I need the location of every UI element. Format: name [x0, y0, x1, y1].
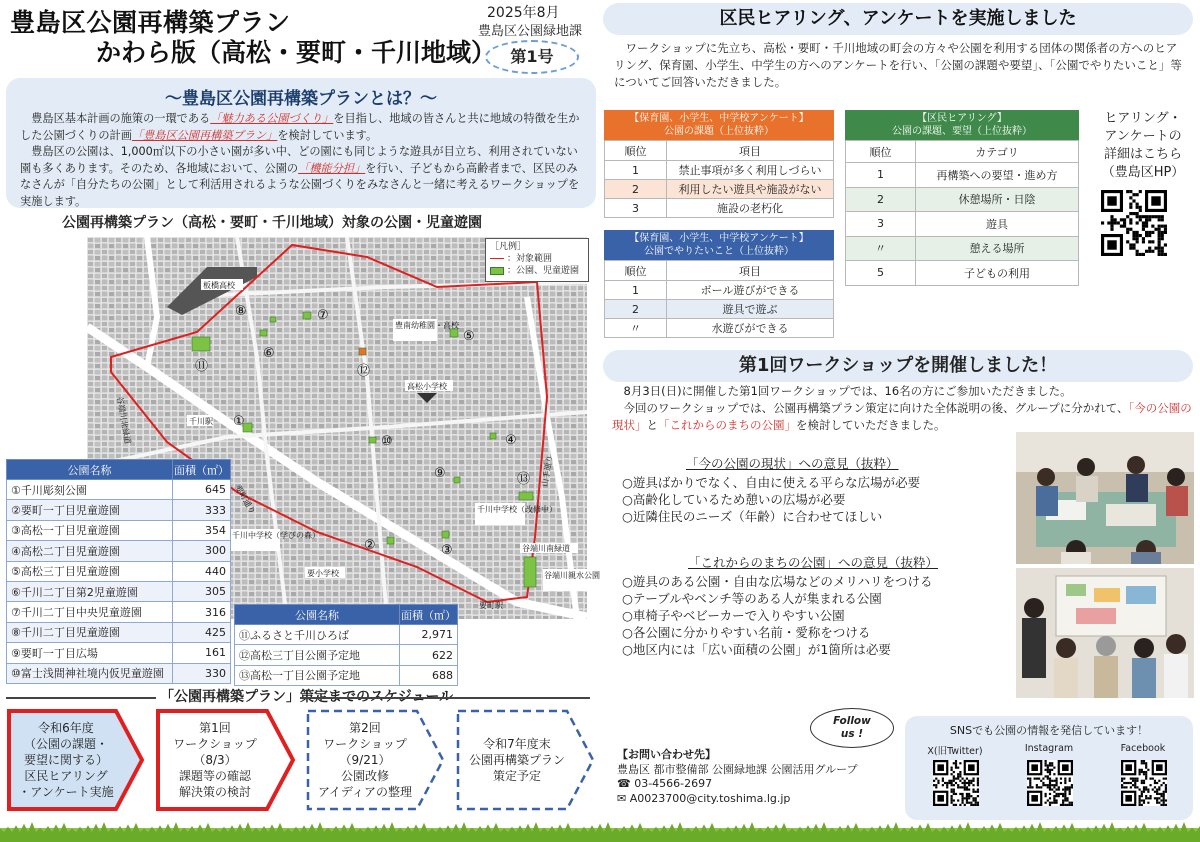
park-row	[7, 541, 231, 561]
park-13	[519, 492, 533, 500]
opinion-future-title: 「これからのまちの公園」への意見（抜粋）	[688, 555, 939, 570]
about-p2a: 豊島区の公園は、1,000㎡以下の小さい園が多い中、どの園にも同じような遊具が目立ち、利用されていない園も多くあります。そのため、各地域において、公園の	[20, 145, 578, 175]
ranking-rank: 1	[605, 161, 667, 180]
ranking-row	[605, 199, 834, 218]
step3-line1: 第2回	[349, 721, 381, 735]
park-number-5: ⑤	[463, 329, 475, 344]
park-6	[260, 330, 267, 336]
ranking-row	[846, 187, 1079, 212]
park-number-6: ⑥	[263, 346, 275, 361]
opinion-item: ○地区内には「広い面積の公園」が1箇所は必要	[622, 642, 891, 657]
park-3	[442, 531, 449, 538]
step2-line5: 解決策の検討	[178, 785, 251, 799]
park-area: 622	[400, 645, 458, 665]
park-8	[270, 317, 276, 322]
about-section	[6, 78, 596, 208]
label-itabashi: 板橋高校	[203, 281, 235, 290]
label-senkawa-jhs2: 千川中学校（学びの森）	[232, 531, 320, 540]
sns-instagram-label: Instagram	[1024, 743, 1074, 754]
schedule-step-2	[155, 708, 297, 812]
facebook-qr-code[interactable]	[1121, 760, 1167, 806]
park-number-10: ⑩	[381, 434, 393, 449]
step2-line4: 課題等の確認	[178, 769, 251, 783]
ranking-row	[605, 300, 834, 319]
opinion-item: ○車椅子やベビーカーで入りやすい公園	[622, 608, 845, 623]
t3-col-rank: 順位	[846, 141, 916, 163]
sns-section	[905, 716, 1193, 820]
t1-col-rank: 順位	[605, 141, 667, 161]
t2-col-rank: 順位	[605, 261, 667, 281]
ranking-item: 休憩場所・日陰	[916, 187, 1079, 212]
park-area: 440	[173, 561, 231, 581]
park-row	[7, 520, 231, 540]
ranking-item: 再構築への要望・進め方	[916, 163, 1079, 188]
about-p2b: を行い、子どもから高齢者まで、区民のみなさんが「自分たちの公園」として利活用されるような公園づくりをみなさんと一緒に考えるワークショップを実施します。	[20, 161, 580, 208]
schedule-step-3	[305, 708, 447, 812]
opinion-future-list	[622, 573, 933, 658]
step3-line2: ワークショップ	[323, 737, 407, 751]
park-11	[192, 337, 210, 351]
workshop-photo-2	[1016, 568, 1194, 698]
opinion-item: ○遊具ばかりでなく、自由に使える平らな広場が必要	[622, 475, 921, 490]
schedule-step-4	[455, 708, 597, 812]
map-legend	[485, 238, 589, 282]
t2-col-item: 項目	[667, 261, 834, 281]
about-highlight-1: 「魅力ある公園づくり」	[210, 112, 334, 125]
instagram-qr-code[interactable]	[1027, 760, 1073, 806]
step1-line5: ・アンケート実施	[18, 785, 114, 799]
contact-block	[617, 748, 858, 806]
label-senkawa-station: 千川駅	[189, 417, 213, 426]
schedule-rule-left	[6, 697, 156, 699]
ranking-item: 遊具	[916, 212, 1079, 237]
park-name: ⑫高松三丁目公園予定地	[235, 645, 400, 665]
ranking-item: 憩える場所	[916, 236, 1079, 261]
contact-org: 豊島区 都市整備部 公園緑地課 公園活用グループ	[617, 762, 858, 776]
label-takamatsu-es: 高松小学校	[407, 382, 447, 391]
park-row	[235, 645, 458, 665]
park-12	[359, 348, 366, 355]
park2-col-name: 公園名称	[235, 605, 400, 625]
park-row	[7, 581, 231, 601]
label-yamate-dori: 山手通り	[540, 454, 555, 488]
park-7	[303, 312, 311, 319]
park-name: ⑬高松一丁目公園予定地	[235, 665, 400, 685]
park-area: 161	[173, 643, 231, 663]
ranking-row	[846, 236, 1079, 261]
sns-facebook-label: Facebook	[1120, 743, 1166, 754]
step2-line2: ワークショップ	[173, 737, 257, 751]
about-p1a: 豊島区基本計画の施策の一環である	[31, 112, 211, 125]
ranking-row	[846, 261, 1079, 286]
ranking-rank: 1	[605, 281, 667, 300]
ranking-item: 水遊びができる	[667, 319, 834, 338]
legend-park: ：公園、児童遊園	[490, 265, 584, 277]
workshop-p2b: と	[646, 418, 658, 432]
about-title: ～豊島区公園再構築プランとは？～	[165, 89, 437, 109]
park-name: ⑨要町一丁目広場	[7, 643, 173, 663]
park-table-2	[234, 604, 458, 686]
park-row	[7, 622, 231, 642]
workshop-hl2: 「これからのまちの公園」	[658, 418, 796, 432]
ranking-item: 禁止事項が多く利用しづらい	[667, 161, 834, 180]
about-p1b: を目指し、地域の皆さんと共に地域の特徴を生かした公園づくりの計画	[20, 112, 580, 142]
workshop-title: 第1回ワークショップを開催しました！	[603, 350, 1193, 382]
step1-line1: 令和6年度	[38, 721, 94, 735]
step3-line5: アイディアの整理	[318, 785, 412, 799]
hp-qr-code[interactable]	[1101, 190, 1167, 256]
label-kanamecho-dori: 要町通り	[233, 483, 258, 516]
park-name: ⑦千川二丁目中央児童遊園	[7, 602, 173, 622]
opinion-item: ○テーブルやベンチ等のある人が集まれる公園	[622, 591, 882, 606]
t1-col-item: 項目	[667, 141, 834, 161]
step3-line3: （9/21）	[339, 753, 391, 767]
workshop-p2a: 今回のワークショップでは、公園再構築プラン策定に向けた全体説明の後、グループに分かれて、	[623, 401, 1129, 415]
park-2	[387, 537, 394, 544]
contact-phone[interactable]: ☎ 03-4566-2697	[617, 777, 713, 790]
park-name: ⑤高松三丁目児童遊園	[7, 561, 173, 581]
park-name: ②要町一丁目児童遊園	[7, 500, 173, 520]
park-area: 300	[173, 541, 231, 561]
park-name: ③高松一丁目児童遊園	[7, 520, 173, 540]
workshop-p2c: を検討していただきました。	[796, 418, 946, 432]
ranking-row	[605, 161, 834, 180]
label-kanamecho-station: 要町駅	[479, 601, 503, 610]
park-name: ⑧千川二丁目児童遊園	[7, 622, 173, 642]
legend-title: ［凡例］	[490, 242, 527, 252]
step3-line4: 公園改修	[340, 769, 389, 783]
opinion-item: ○各公園に分かりやすい名前・愛称をつける	[622, 625, 871, 640]
park-name: ①千川彫刻公園	[7, 480, 173, 500]
step1-line4: 区民ヒアリング	[24, 769, 108, 783]
workshop-p1: 8月3日(日)に開催した第1回ワークショップでは、16名の方にご参加いただきました。	[623, 384, 1072, 398]
hearing-text: ワークショップに先立ち、高松・要町・千川地域の町会の方々や公園を利用する団体の関係者の方へのヒアリング、保育園、小学生、中学生の方へのアンケートを行い、「公園の課題や要望」、「公園でやりたいこと」等についてご回答いただきました。	[614, 41, 1182, 89]
about-text	[20, 111, 586, 210]
park-row	[7, 500, 231, 520]
x-qr-code[interactable]	[933, 760, 979, 806]
hearing-issues-table	[845, 110, 1079, 286]
park-number-8: ⑧	[235, 304, 247, 319]
ranking-rank: 2	[846, 187, 916, 212]
schedule-title: 「公園再構築プラン」策定までのスケジュール	[160, 689, 454, 705]
contact-title: 【お問い合わせ先】	[617, 748, 716, 761]
park-area: 354	[173, 520, 231, 540]
survey-wants-caption: 【保育園、小学生、中学校アンケート】 公園でやりたいこと（上位抜粋）	[604, 230, 834, 260]
park-yabata	[524, 557, 536, 587]
survey-issues-caption: 【保育園、小学生、中学校アンケート】 公園の課題（上位抜粋）	[604, 110, 834, 140]
t3-col-item: カテゴリ	[916, 141, 1079, 163]
ranking-row	[605, 319, 834, 338]
label-yabata-park: 谷端川親水公園	[544, 571, 600, 580]
grass-decoration	[0, 818, 1200, 842]
schedule-rule-right	[300, 697, 590, 699]
ranking-item: 施設の老朽化	[667, 199, 834, 218]
label-yabata-north: 谷端川北緑道	[115, 395, 133, 445]
sns-x-label: X(旧Twitter)	[927, 746, 983, 757]
label-kaname-es: 要小学校	[307, 569, 339, 578]
ranking-row	[846, 163, 1079, 188]
park-number-12: ⑫	[357, 364, 371, 379]
opinion-item: ○高齢化しているため憩いの広場が必要	[622, 492, 846, 507]
step4-line3: 策定予定	[492, 769, 541, 783]
ranking-rank: 5	[846, 261, 916, 286]
ranking-rank: 〃	[605, 319, 667, 338]
park-number-13: ⑬	[517, 472, 531, 487]
ranking-rank: 2	[605, 300, 667, 319]
issue-dept: 豊島区公園緑地課	[478, 24, 583, 39]
ranking-rank: 1	[846, 163, 916, 188]
step4-line2: 公園再構築プラン	[468, 753, 565, 767]
opinion-item: ○近隣住民のニーズ（年齢）に合わせてほしい	[622, 509, 883, 524]
step1-line2: （公園の課題・	[23, 737, 108, 751]
workshop-text	[612, 383, 1192, 434]
park-col-area: 面積（㎡）	[173, 460, 231, 480]
qr-note: ヒアリング・ アンケートの 詳細はこちら （豊島区HP）	[1101, 111, 1185, 180]
label-yabata-south: 谷端川南緑道	[522, 544, 570, 553]
park-name: ⑪ふるさと千川ひろば	[235, 625, 400, 645]
park-area: 2,971	[400, 625, 458, 645]
follow-us-bubble: Follow us !	[810, 708, 894, 748]
park-area: 330	[173, 663, 231, 683]
step4-line1: 令和7年度末	[483, 737, 551, 751]
label-senkawa-jhs: 千川中学校（改修中）	[477, 505, 557, 514]
park-number-11: ⑪	[195, 359, 209, 374]
ranking-rank: 3	[846, 212, 916, 237]
park-row	[7, 663, 231, 683]
about-highlight-2: 「豊島区公園再構築プラン」	[131, 128, 278, 142]
map-title: 公園再構築プラン（高松・要町・千川地域）対象の公園・児童遊園	[62, 215, 482, 231]
hearing-issues-caption: 【区民ヒアリング】 公園の課題、要望（上位抜粋）	[845, 110, 1079, 140]
opinion-now-title: 「今の公園の現状」への意見（抜粋）	[686, 456, 899, 471]
park-row	[7, 602, 231, 622]
opinion-now-list	[622, 474, 920, 525]
park-5	[450, 329, 458, 337]
park-row	[7, 561, 231, 581]
label-honan: 豊南幼稚園・高校	[395, 321, 459, 330]
park-number-7: ⑦	[317, 308, 329, 323]
park-row	[235, 665, 458, 685]
park-10	[369, 437, 376, 443]
ranking-item: 子どもの利用	[916, 261, 1079, 286]
park-9	[454, 477, 460, 483]
park-area: 645	[173, 480, 231, 500]
ranking-rank: 3	[605, 199, 667, 218]
park-area: 333	[173, 500, 231, 520]
park-area: 305	[173, 581, 231, 601]
sns-title: SNSでも公園の情報を発信しています！	[949, 724, 1149, 737]
workshop-hl1: 「今の公園の現状」	[612, 401, 1192, 432]
step1-line3: 要望に関する）	[23, 753, 108, 767]
step2-line1: 第1回	[199, 721, 231, 735]
ranking-row	[846, 212, 1079, 237]
park-name: ④高松二丁目児童遊園	[7, 541, 173, 561]
park-col-name: 公園名称	[7, 460, 173, 480]
park-table-1	[6, 459, 231, 684]
about-p1c: を検討しています。	[277, 128, 378, 142]
park-number-1: ①	[233, 414, 245, 429]
ranking-item: 利用したい遊具や施設がない	[667, 180, 834, 199]
contact-email[interactable]: ✉ A0023700@city.toshima.lg.jp	[617, 791, 791, 805]
schedule-step-1	[6, 708, 146, 812]
park-row	[235, 625, 458, 645]
park-area: 425	[173, 622, 231, 642]
issue-date: 2025年8月	[487, 5, 560, 21]
ranking-row	[605, 281, 834, 300]
survey-wants-table	[604, 230, 834, 338]
workshop-photo-1	[1016, 432, 1194, 564]
park-name: ⑥千川二丁目第2児童遊園	[7, 581, 173, 601]
park-row	[7, 643, 231, 663]
ranking-item: ボール遊びができる	[667, 281, 834, 300]
ranking-rank: 〃	[846, 236, 916, 261]
step2-line3: （8/3）	[193, 753, 237, 767]
park2-col-area: 面積（㎡）	[400, 605, 458, 625]
ranking-item: 遊具で遊ぶ	[667, 300, 834, 319]
park-area: 688	[400, 665, 458, 685]
page-title: 豊島区公園再構築プラン	[10, 8, 291, 37]
park-number-4: ④	[505, 433, 517, 448]
ranking-rank: 2	[605, 180, 667, 199]
opinion-item: ○遊具のある公園・自由な広場などのメリハリをつける	[622, 574, 933, 589]
park-row	[7, 480, 231, 500]
survey-issues-table	[604, 110, 834, 218]
page-subtitle: かわら版（高松・要町・千川地域）	[96, 38, 497, 67]
issue-number-badge: 第1号	[485, 40, 579, 74]
park-4	[490, 433, 496, 439]
ranking-row	[605, 180, 834, 199]
park-number-9: ⑨	[434, 466, 446, 481]
park-name: ⑩富士浅間神社境内仮児童遊園	[7, 663, 173, 683]
hearing-title: 区民ヒアリング、アンケートを実施しました	[603, 3, 1193, 35]
park-number-3: ③	[441, 543, 453, 558]
park-number-2: ②	[364, 538, 376, 553]
about-highlight-3: 「機能分担」	[298, 161, 366, 175]
park-area: 316	[173, 602, 231, 622]
legend-area: ：対象範囲	[490, 253, 584, 265]
